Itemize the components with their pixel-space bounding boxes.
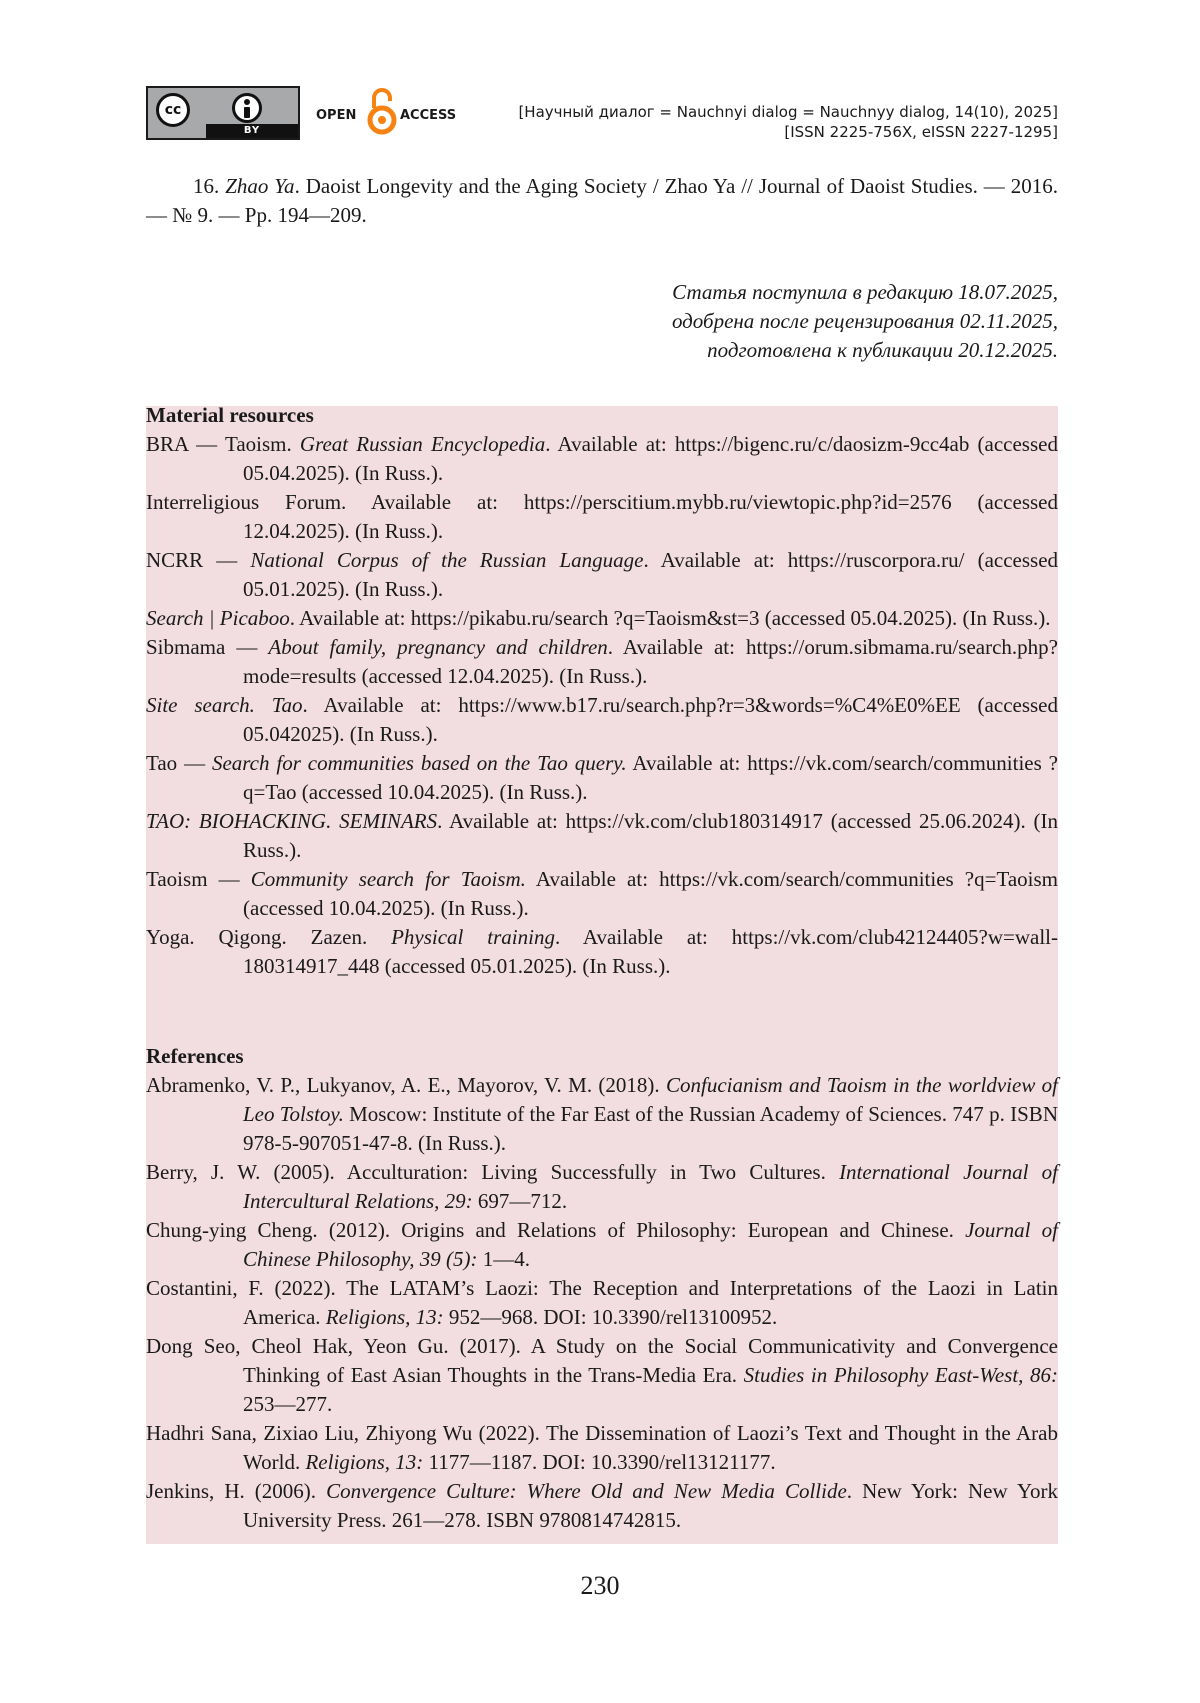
approved-date-line: одобрена после рецензирования 02.11.2025, <box>671 309 1058 333</box>
cc-by-license-badge[interactable] <box>146 86 300 140</box>
open-access-lock-icon <box>367 86 397 136</box>
creative-commons-icon: cc <box>156 93 190 127</box>
license-by-label: BY <box>206 124 298 138</box>
reference-entry: Abramenko, V. P., Lukyanov, A. E., Mayorov, V. M. (2018). Confucianism and Taoism in the worldview of Leo Tolstoy. Moscow: Institute of the Far East of the Russian Academy of Sciences. 747 p. ISBN 978-5-907051-47-8. (In Russ.). <box>146 1073 1059 1155</box>
open-access-access-text: ACCESS <box>400 108 457 123</box>
material-entry: Site search. Tao. Available at: https://www.b17.ru/search.php?r=3&words=%C4%E0%EE (accessed 05.042025). (In Russ.). <box>146 693 1058 746</box>
reference-entry: Chung-ying Cheng. (2012). Origins and Relations of Philosophy: European and Chinese. Journal of Chinese Philosophy, 39 (5): 1—4. <box>146 1218 1058 1271</box>
material-entry: BRA — Taoism. Great Russian Encyclopedia. Available at: https://bigenc.ru/c/daosizm-9cc4ab (accessed 05.04.2025). (In Russ.). <box>146 432 1058 485</box>
material-entry: NCRR — National Corpus of the Russian Language. Available at: https://ruscorpora.ru/ (accessed 05.01.2025). (In Russ.). <box>146 548 1059 601</box>
material-entry: Taoism — Community search for Taoism. Available at: https://vk.com/search/communities ?q=Taoism (accessed 10.04.2025). (In Russ.). <box>146 867 1058 920</box>
open-access-open-text: OPEN <box>316 108 357 123</box>
reference-author: Zhao Ya <box>225 174 295 198</box>
references-section <box>146 1042 1058 1535</box>
reference-entry: Berry, J. W. (2005). Acculturation: Living Successfully in Two Cultures. International Journal of Intercultural Relations, 29: 697—712. <box>146 1160 1058 1213</box>
material-entry: Interreligious Forum. Available at: https://perscitium.mybb.ru/viewtopic.php?id=2576 (accessed 12.04.2025). (In Russ.). <box>146 490 1058 543</box>
issn-line: [ISSN 2225-756X, eISSN 2227-1295] <box>784 123 1058 141</box>
material-entry: Tao — Search for communities based on the Tao query. Available at: https://vk.com/search/communities ?q=Tao (accessed 10.04.2025). (In Russ.). <box>146 751 1058 804</box>
attribution-person-icon <box>232 93 262 123</box>
journal-citation <box>518 102 1058 142</box>
reference-entry: Costantini, F. (2022). The LATAM’s Laozi: The Reception and Interpretations of the Laozi in Latin America. Religions, 13: 952—968. DOI: 10.3390/rel13100952. <box>146 1276 1058 1329</box>
material-entry: Search | Picaboo. Available at: https://pikabu.ru/search ?q=Taoism&st=3 (accessed 05.04.2025). (In Russ.). <box>146 606 1051 630</box>
material-resources-section <box>146 401 1058 981</box>
page-header <box>146 86 1058 142</box>
reference-entry: Dong Seo, Cheol Hak, Yeon Gu. (2017). A Study on the Social Communicativity and Convergence Thinking of East Asian Thoughts in the Trans-Media Era. Studies in Philosophy East-West, 86: 253—277. <box>146 1334 1059 1416</box>
reference-entry: Hadhri Sana, Zixiao Liu, Zhiyong Wu (2022). The Dissemination of Laozi’s Text and Thought in the Arab World. Religions, 13: 1177—1187. DOI: 10.3390/rel13121177. <box>146 1421 1058 1474</box>
reference-text: . Daoist Longevity and the Aging Society / Zhao Ya // Journal of Daoist Studies. — 2016. — № 9. — Pp. 194—209. <box>146 174 1058 227</box>
open-access-logo <box>316 86 466 140</box>
reference-16 <box>146 172 1058 230</box>
article-dates <box>672 278 1058 365</box>
references-heading: References <box>146 1044 244 1068</box>
received-date-line: Статья поступила в редакцию 18.07.2025, <box>672 280 1058 304</box>
reference-entry: Jenkins, H. (2006). Convergence Culture: Where Old and New Media Collide. New York: New York University Press. 261—278. ISBN 9780814742815. <box>146 1479 1058 1532</box>
material-entry: TAO: BIOHACKING. SEMINARS. Available at: https://vk.com/club180314917 (accessed 25.06.2024). (In Russ.). <box>146 809 1058 862</box>
material-entry: Yoga. Qigong. Zazen. Physical training. Available at: https://vk.com/club42124405?w=wall-180314917_448 (accessed 05.01.2025). (In Russ.). <box>146 925 1058 978</box>
reference-number: 16. <box>193 174 220 198</box>
page-number: 230 <box>580 1571 620 1600</box>
material-resources-heading: Material resources <box>146 403 314 427</box>
material-entry: Sibmama — About family, pregnancy and children. Available at: https://orum.sibmama.ru/search.php?mode=results (accessed 12.04.2025). (In Russ.). <box>146 635 1058 688</box>
prepared-date-line: подготовлена к публикации 20.12.2025. <box>707 338 1058 362</box>
journal-title-line: [Научный диалог = Nauchnyi dialog = Nauchnyy dialog, 14(10), 2025] <box>518 103 1058 121</box>
